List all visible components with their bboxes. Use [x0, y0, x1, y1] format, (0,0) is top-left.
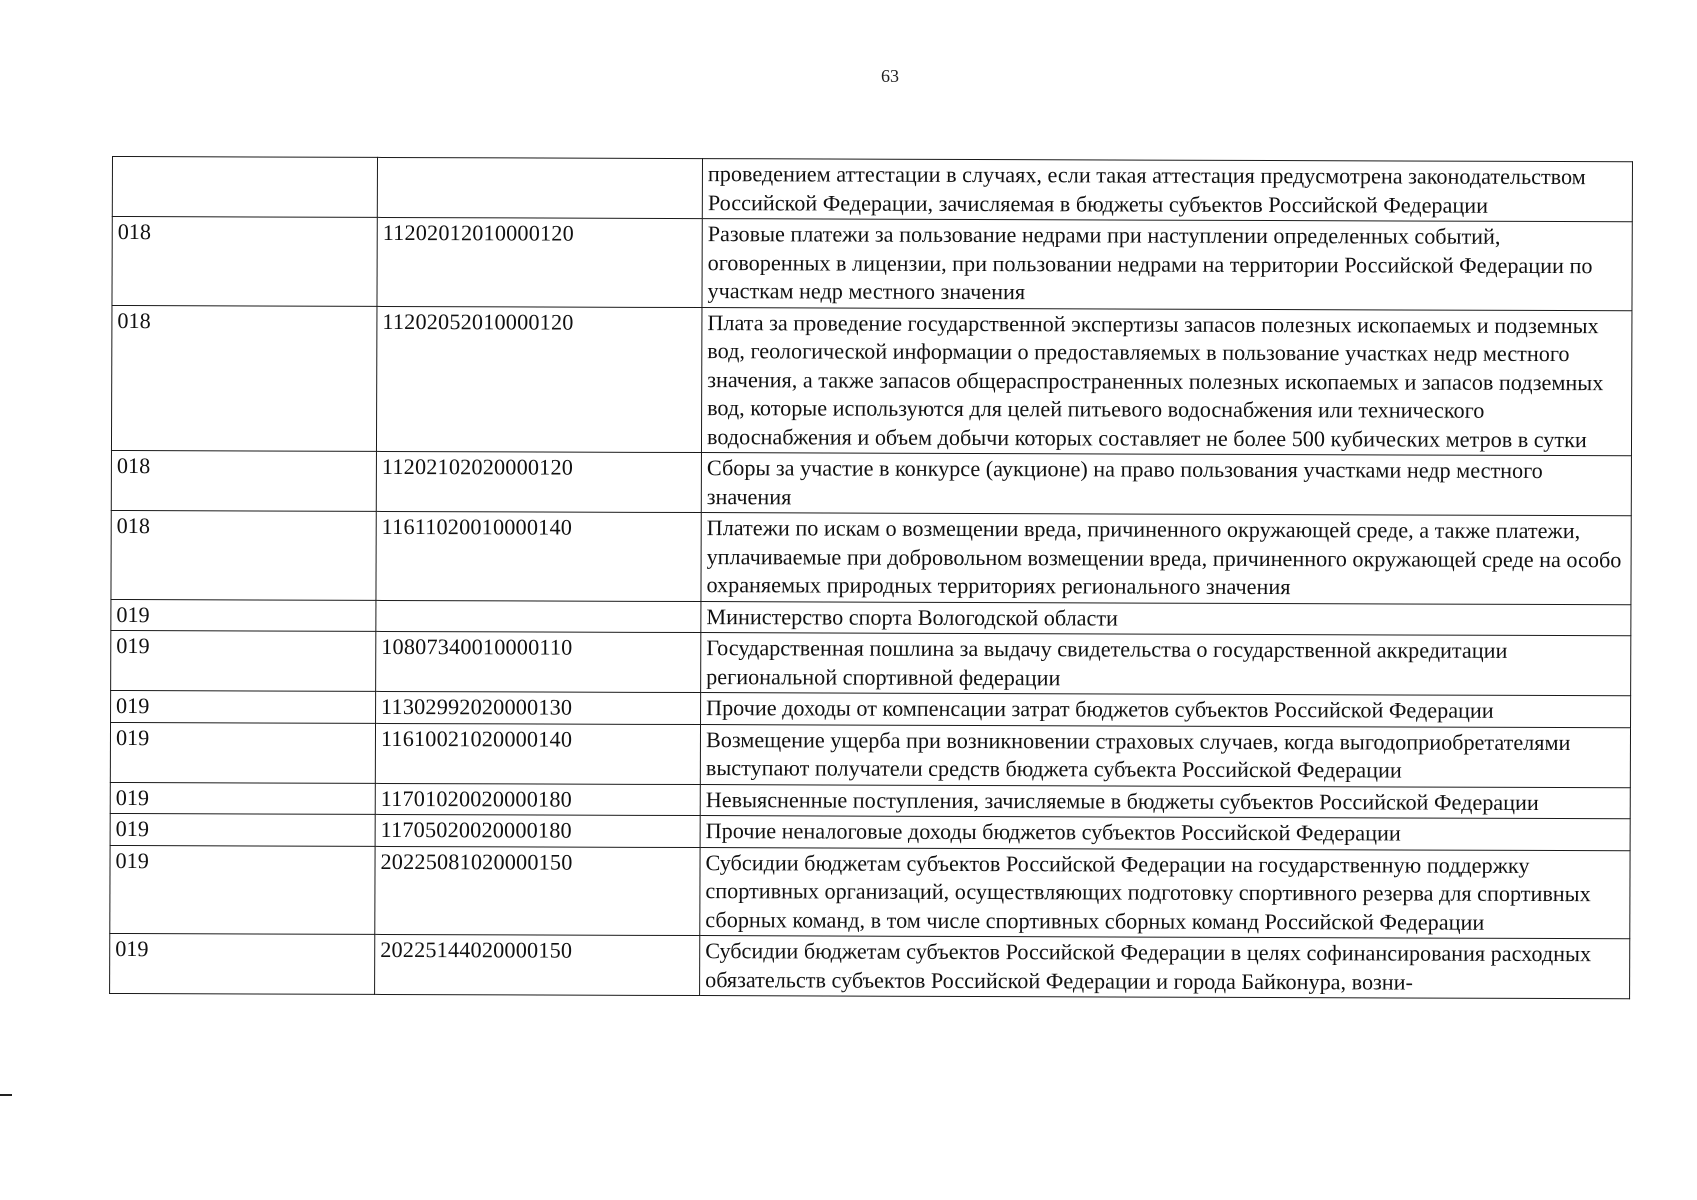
- admin-code-cell: 019: [110, 722, 375, 783]
- kbk-code-cell: 11610021020000140: [375, 723, 700, 784]
- revenue-name-cell: Прочие доходы от компенсации затрат бюджетов субъектов Российской Федерации: [701, 693, 1631, 728]
- page-number: 63: [881, 66, 899, 86]
- kbk-code-cell: 11302992020000130: [376, 691, 701, 724]
- table-row: [112, 157, 1632, 222]
- table-row: [111, 690, 1631, 727]
- admin-code-cell: 018: [111, 305, 377, 451]
- revenue-name-cell: Возмещение ущерба при возникновении страховых случаев, когда выгодоприобретателями выступают получатели средств бюджета субъекта Российской Федерации: [700, 724, 1630, 787]
- admin-code-cell: 019: [110, 782, 375, 814]
- admin-code-cell: 019: [110, 813, 375, 845]
- revenue-codes-table: [109, 156, 1633, 999]
- table-body: [110, 157, 1633, 999]
- revenue-name-cell: Разовые платежи за пользование недрами при наступлении определенных событий, оговоренных в лицензии, при пользовании недрами на территории Российской Федерации по участкам недр местного значения: [702, 219, 1632, 311]
- admin-code-cell: [112, 157, 377, 218]
- admin-code-cell: 019: [110, 933, 375, 994]
- kbk-code-cell: [376, 600, 701, 633]
- kbk-code-cell: 20225081020000150: [375, 846, 700, 936]
- table-row: [111, 630, 1631, 695]
- kbk-code-cell: 11705020020000180: [375, 814, 700, 847]
- table-row: [111, 510, 1631, 604]
- table-row: [112, 217, 1632, 311]
- margin-mark: [0, 1094, 12, 1096]
- revenue-name-cell: Субсидии бюджетам субъектов Российской Федерации в целях софинансирования расходных обязательств субъектов Российской Федерации и города Байконура, возни-: [700, 936, 1630, 999]
- table-row: [110, 845, 1630, 939]
- table-row: [111, 450, 1631, 515]
- revenue-codes-table-wrapper: [109, 156, 1632, 999]
- kbk-code-cell: 11611020010000140: [376, 511, 701, 601]
- admin-code-cell: 018: [111, 450, 376, 511]
- table-row: [111, 599, 1631, 636]
- revenue-name-cell: Платежи по искам о возмещении вреда, причиненного окружающей среде, а также платежи, уплачиваемые при добровольном возмещении вреда, причиненного окружающей среде на особо охраняемых природных территориях регионального значения: [701, 513, 1631, 605]
- table-row: [110, 782, 1630, 819]
- kbk-code-cell: 11202052010000120: [376, 306, 702, 453]
- admin-code-cell: 019: [111, 599, 376, 631]
- table-row: [110, 722, 1630, 787]
- admin-code-cell: 019: [110, 845, 375, 934]
- revenue-name-cell: Сборы за участие в конкурсе (аукционе) на право пользования участками недр местного значения: [701, 453, 1631, 516]
- table-row: [110, 813, 1630, 850]
- admin-code-cell: 019: [111, 630, 376, 691]
- admin-code-cell: 018: [111, 510, 376, 599]
- kbk-code-cell: 11202012010000120: [377, 217, 702, 307]
- revenue-name-cell: Невыясненные поступления, зачисляемые в бюджеты субъектов Российской Федерации: [700, 784, 1630, 819]
- revenue-name-cell: Государственная пошлина за выдачу свидетельства о государственной аккредитации региональной спортивной федерации: [701, 633, 1631, 696]
- admin-code-cell: 018: [112, 217, 377, 306]
- table-row: [111, 305, 1631, 456]
- revenue-name-cell: Субсидии бюджетам субъектов Российской Федерации на государственную поддержку спортивных организаций, осуществляющих подготовку спортивного резерва для спортивных сборных команд, в том числе спортивных сборных команд Российской Федерации: [700, 847, 1630, 939]
- revenue-name-cell: Плата за проведение государственной экспертизы запасов полезных ископаемых и подземных вод, геологической информации о предоставляемых в пользование участках недр местного значения, а также запасов общераспространенных полезных ископаемых и запасов подземных вод, которые используются для целей питьевого водоснабжения или технического водоснабжения и объем добычи которых составляет не более 500 кубических метров в сутки: [701, 307, 1632, 456]
- admin-code-cell: 019: [111, 690, 376, 722]
- kbk-code-cell: 11701020020000180: [375, 783, 700, 816]
- revenue-name-cell: проведением аттестации в случаях, если такая аттестация предусмотрена законодательством Российской Федерации, зачисляемая в бюджеты субъектов Российской Федерации: [702, 159, 1632, 222]
- kbk-code-cell: 11202102020000120: [376, 451, 701, 512]
- kbk-code-cell: 20225144020000150: [375, 934, 700, 995]
- revenue-name-cell: Министерство спорта Вологодской области: [701, 601, 1631, 636]
- kbk-code-cell: 10807340010000110: [376, 631, 701, 692]
- kbk-code-cell: [377, 157, 702, 218]
- revenue-name-cell: Прочие неналоговые доходы бюджетов субъектов Российской Федерации: [700, 816, 1630, 851]
- table-row: [110, 933, 1630, 998]
